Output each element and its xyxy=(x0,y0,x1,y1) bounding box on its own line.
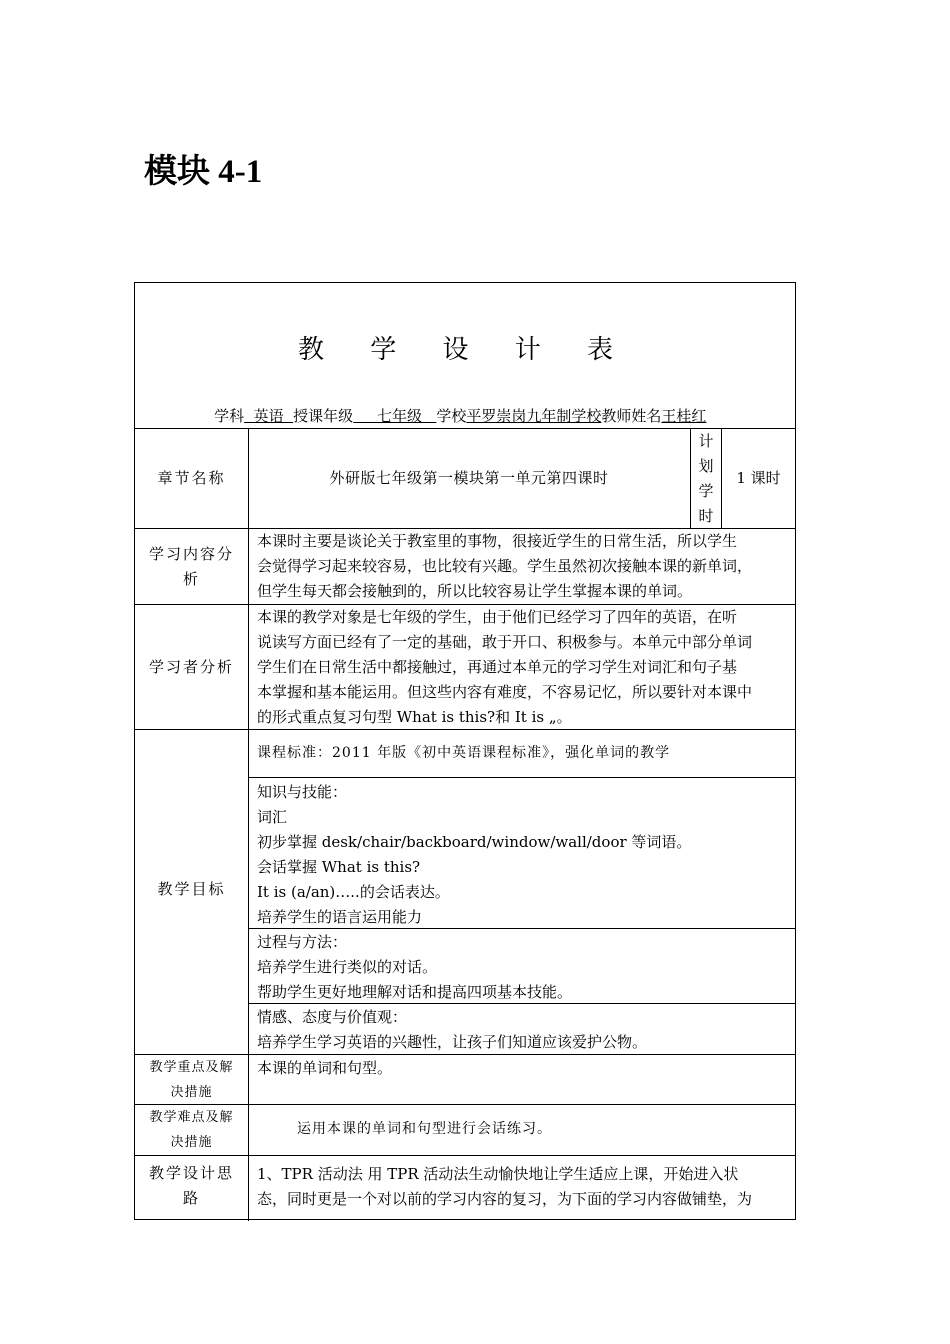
header-info-line xyxy=(195,379,775,454)
chapter-label: 章节名称 xyxy=(157,469,226,487)
learner-analysis-label: 学习者分析 xyxy=(148,658,234,676)
design-ideas-text: 1、TPR 活动法 用 TPR 活动法生动愉快地让学生适应上课，开始进入状 态，同时更是一个对以前的学习内容的复习，为下面的学习内容做铺垫，为 xyxy=(257,1165,753,1208)
school-label: 学校 xyxy=(436,407,467,425)
knowledge-skills: 知识与技能： 词汇 初步掌握 desk/chair/backboard/window/wall/door 等词语。 会话掌握 What is this? It is (a/an)…..的会话表达。 培养学生的语言运用能力 xyxy=(257,783,692,926)
difficulties-value: 运用本课的单词和句型进行会话练习。 xyxy=(297,1121,552,1137)
subject-label: 学科 xyxy=(214,407,245,425)
curriculum-standard: 课程标准：2011 年版《初中英语课程标准》，强化单词的教学 xyxy=(257,745,671,761)
module-title: 模块 4-1 xyxy=(144,154,263,190)
grade-label: 授课年级 xyxy=(293,407,354,425)
content-analysis-label: 学习内容分 析 xyxy=(148,545,234,588)
content-analysis-text: 本课时主要是谈论关于教室里的事物，很接近学生的日常生活，所以学生 会觉得学习起来较容易，也比较有兴趣。学生虽然初次接触本课的新单词， 但学生每天都会接触到的，所以比较容易让学生掌握本课的单词。 xyxy=(257,532,753,600)
subject-value: 英语 xyxy=(244,407,294,425)
difficulties-label: 教学难点及解 决措施 xyxy=(149,1110,234,1150)
key-points-value: 本课的单词和句型。 xyxy=(257,1059,393,1077)
design-ideas-label: 教学设计思 路 xyxy=(148,1164,234,1207)
teaching-goals-label: 教学目标 xyxy=(157,880,226,898)
teacher-label: 教师姓名 xyxy=(601,407,662,425)
process-methods: 过程与方法： 培养学生进行类似的对话。 帮助学生更好地理解对话和提高四项基本技能。 xyxy=(257,933,573,1001)
planned-hours-value: 1 课时 xyxy=(736,469,781,487)
row-divider xyxy=(135,1155,795,1156)
column-divider xyxy=(248,428,249,1221)
lesson-design-table xyxy=(134,282,796,1220)
grade-value: 七年级 xyxy=(353,407,437,425)
teacher-value: 王桂红 xyxy=(661,407,707,425)
row-divider xyxy=(248,777,795,778)
key-points-label: 教学重点及解 决措施 xyxy=(149,1060,234,1100)
chapter-value: 外研版七年级第一模块第一单元第四课时 xyxy=(329,469,609,487)
school-value: 平罗崇岗九年制学校 xyxy=(466,407,602,425)
emotion-attitude-values: 情感、态度与价值观： 培养学生学习英语的兴趣性，让孩子们知道应该爱护公物。 xyxy=(257,1008,648,1051)
row-divider xyxy=(135,1219,795,1220)
planned-hours-label: 计 划 学 时 xyxy=(698,432,714,525)
learner-analysis-text: 本课的教学对象是七年级的学生，由于他们已经学习了四年的英语，在听 说读写方面已经有了一定的基础，敢于开口、积极参与。本单元中部分单词 学生们在日常生活中都接触过，再通过本单元的学习学生对词汇和句子基 本掌握和基本能运用。但这些内容有难度，不容易记忆，所以要针对本课中 的形式重点复习句型 What is this?和 It is „。 xyxy=(257,608,753,726)
table-title: 教 学 设 计 表 xyxy=(297,335,633,365)
